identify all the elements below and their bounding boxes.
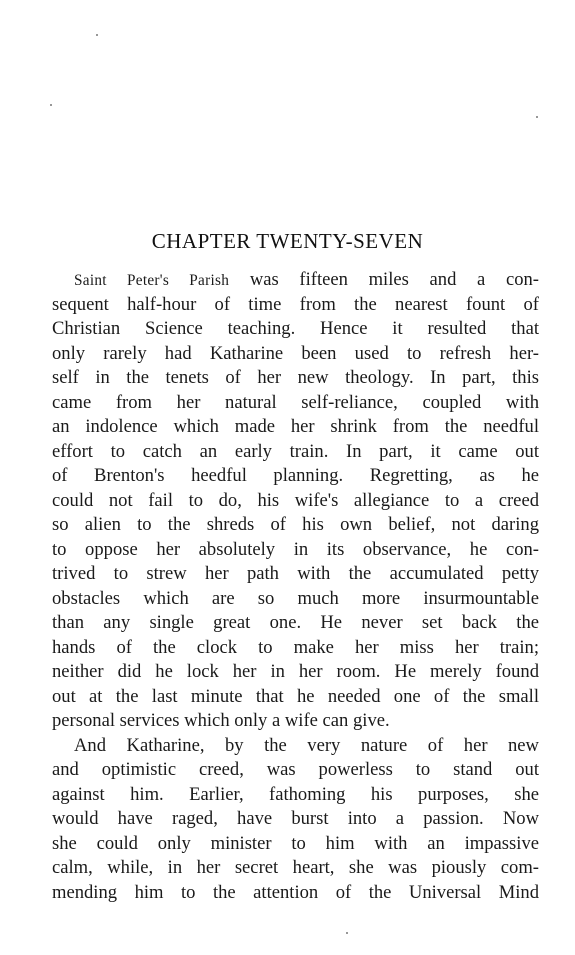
text-line: neither did he lock her in her room. He merely found: [52, 661, 539, 682]
text-line: only rarely had Katharine been used to refresh her-: [52, 342, 539, 364]
body-text: [52, 268, 539, 905]
text-line: she could only minister to him with an impassive: [52, 832, 539, 854]
text-line: trived to strew her path with the accumulated petty: [52, 563, 539, 584]
text-line: effort to catch an early train. In part, it came out: [52, 440, 539, 462]
page-speck: [96, 34, 98, 36]
page-speck: [536, 116, 538, 118]
text-line: And Katharine, by the very nature of her new: [74, 734, 539, 756]
text-line: obstacles which are so much more insurmountable: [52, 587, 539, 609]
page-speck: [346, 932, 348, 934]
text-line: against him. Earlier, fathoming his purposes, she: [52, 783, 539, 805]
text-line: personal services which only a wife can give.: [52, 710, 390, 731]
text-line: so alien to the shreds of his own belief, not daring: [52, 514, 539, 535]
text-line-rest: was fifteen miles and a con-: [229, 269, 539, 290]
text-line: than any single great one. He never set back the: [52, 612, 539, 633]
text-line: an indolence which made her shrink from the needful: [52, 416, 539, 437]
text-line: hands of the clock to make her miss her train;: [52, 636, 539, 658]
chapter-title: CHAPTER TWENTY-SEVEN: [151, 229, 424, 253]
small-caps-phrase: Saint Peter's Parish: [74, 272, 230, 289]
text-line: mending him to the attention of the Universal Mind: [52, 881, 539, 903]
text-line: out at the last minute that he needed one of the small: [52, 685, 539, 707]
text-line: [52, 268, 539, 293]
text-line: Christian Science teaching. Hence it resulted that: [52, 318, 539, 339]
text-line: self in the tenets of her new theology. In part, this: [52, 367, 539, 388]
text-line: calm, while, in her secret heart, she was piously com-: [52, 857, 539, 878]
text-line: of Brenton's heedful planning. Regretting, as he: [52, 465, 539, 486]
text-line: to oppose her absolutely in its observance, he con-: [52, 538, 539, 560]
text-line: sequent half-hour of time from the nearest fount of: [52, 293, 539, 315]
page-speck: [50, 104, 52, 106]
text-line: came from her natural self-reliance, coupled with: [52, 391, 539, 413]
text-line: would have raged, have burst into a passion. Now: [52, 808, 539, 829]
text-line: and optimistic creed, was powerless to stand out: [52, 759, 539, 780]
text-line: could not fail to do, his wife's allegiance to a creed: [52, 489, 539, 511]
